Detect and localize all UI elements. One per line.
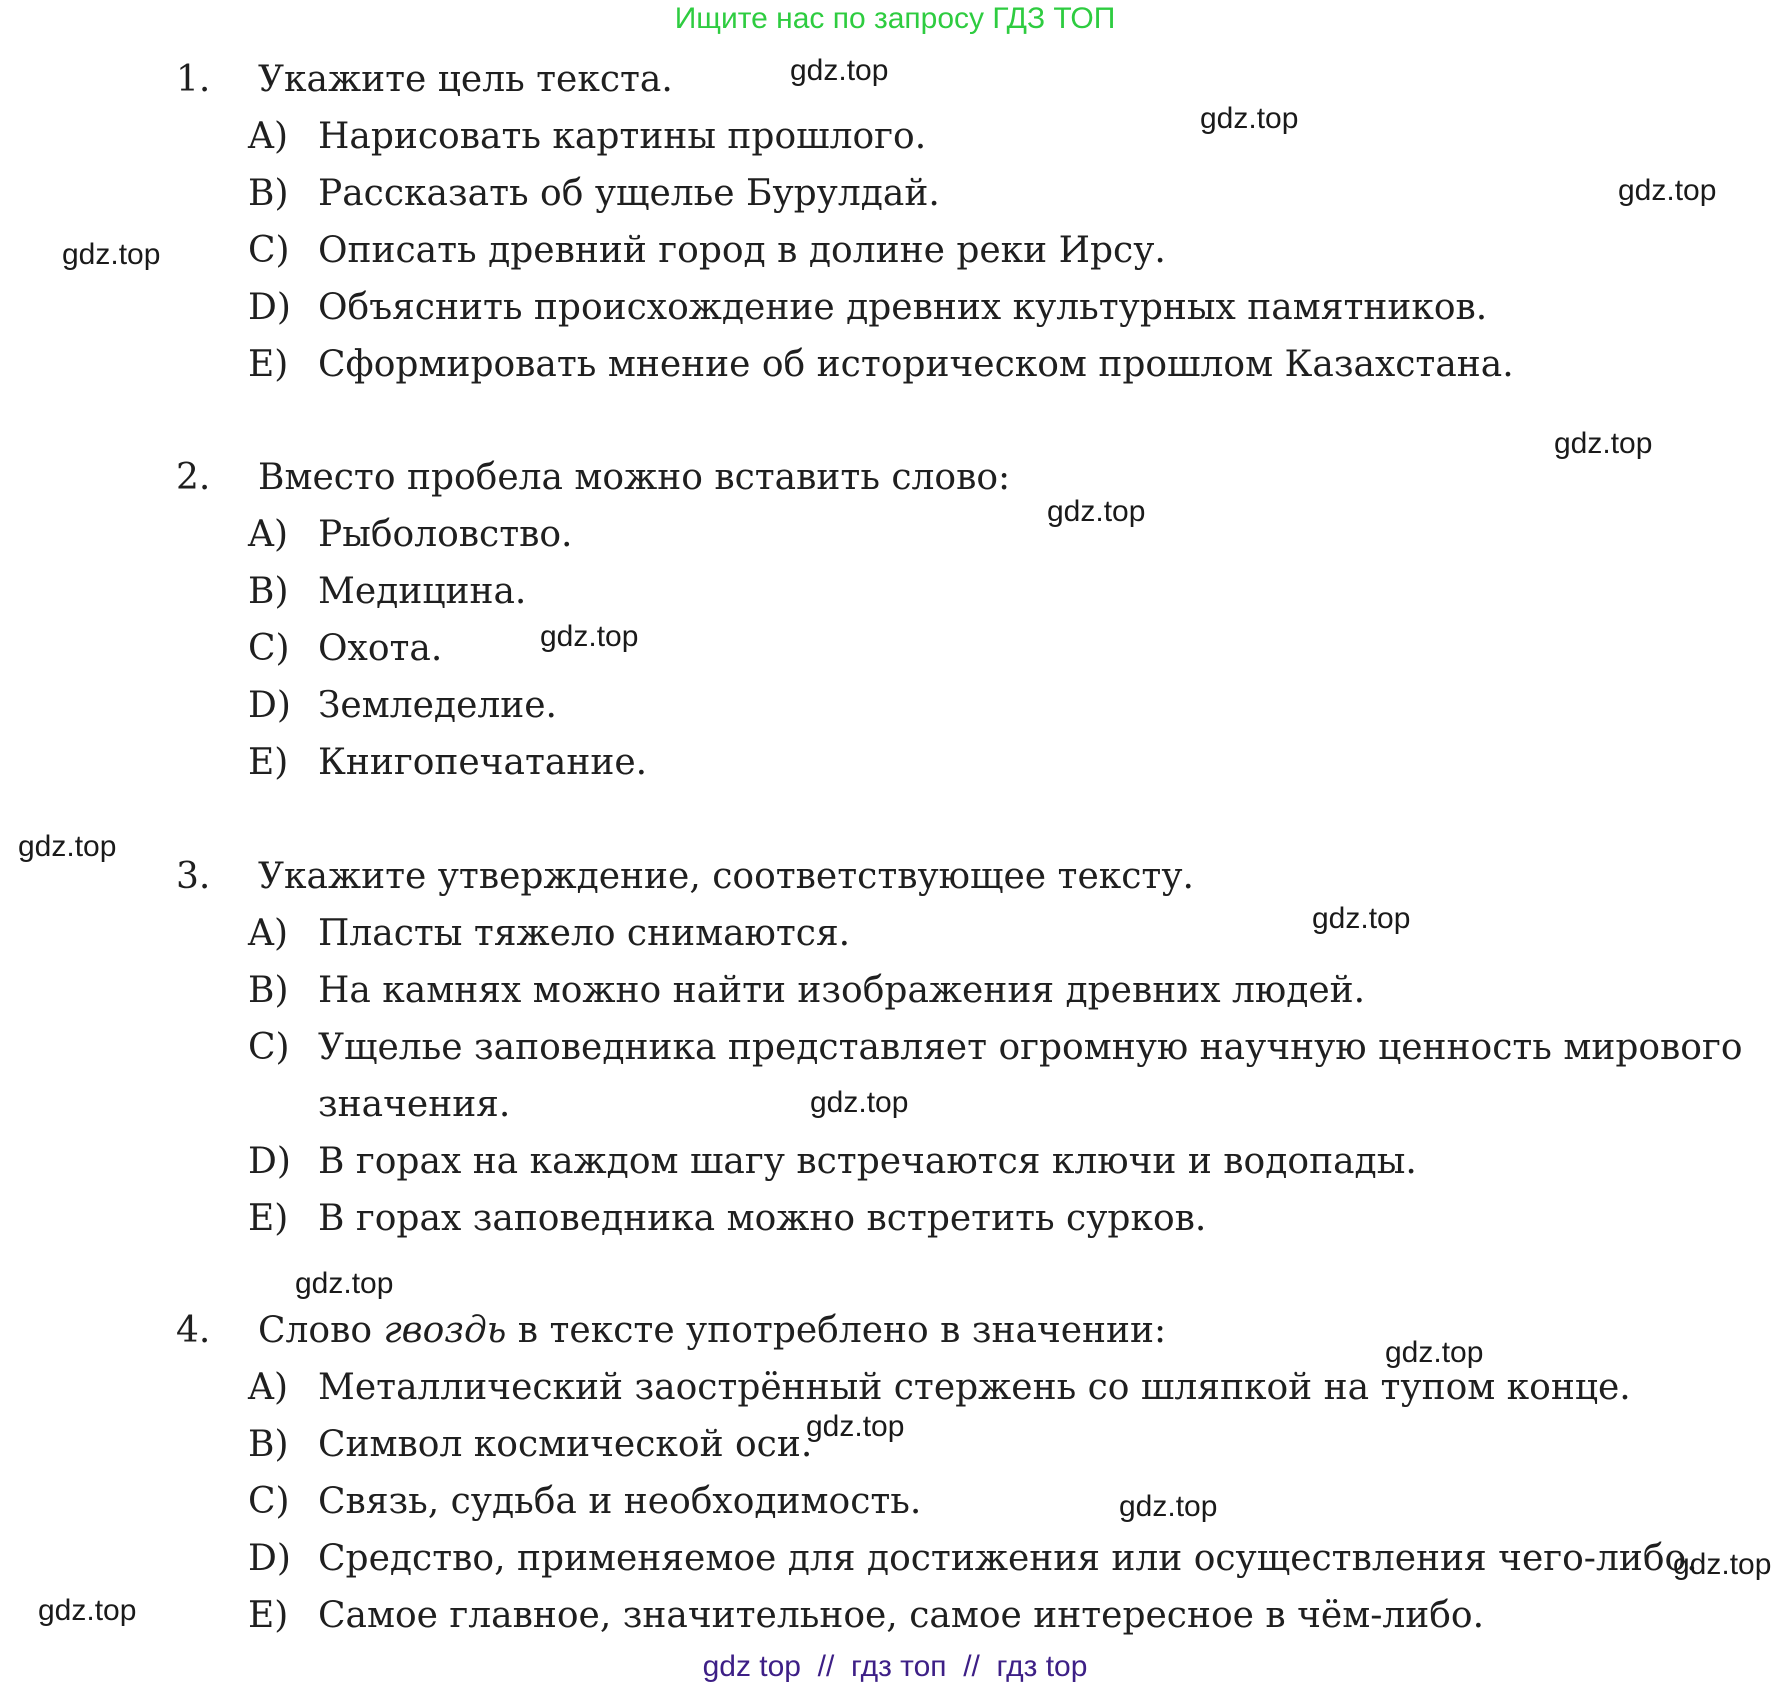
question-text: Укажите утверждение, соответствующее тексту. — [258, 856, 1194, 897]
question-number: 1. — [176, 59, 211, 100]
option-text: В горах заповедника можно встретить сурков. — [318, 1198, 1207, 1239]
option-letter: A) — [248, 913, 289, 954]
option-text: Связь, судьба и необходимость. — [318, 1481, 922, 1522]
option-text: Металлический заострённый стержень со шляпкой на тупом конце. — [318, 1367, 1631, 1408]
watermark: gdz.top — [295, 1267, 394, 1300]
option-letter: C) — [248, 628, 290, 669]
question-text: Вместо пробела можно вставить слово: — [258, 457, 1011, 498]
option-letter: A) — [248, 1367, 289, 1408]
question-italic-word: гвоздь — [383, 1310, 507, 1351]
option-letter: C) — [248, 1481, 290, 1522]
option-text: Земледелие. — [318, 685, 557, 726]
watermark: gdz.top — [1385, 1336, 1484, 1369]
watermark: gdz.top — [1554, 427, 1653, 460]
footer-caption: gdz top // гдз топ // гдз top — [702, 1650, 1088, 1683]
option-text: Рассказать об ущелье Бурулдай. — [318, 173, 940, 214]
watermark: gdz.top — [1200, 102, 1299, 135]
option-letter: B) — [248, 571, 289, 612]
option-text: Пласты тяжело снимаются. — [318, 913, 851, 954]
option-letter: E) — [248, 742, 289, 783]
question-3 — [176, 855, 1194, 899]
watermark: gdz.top — [790, 54, 889, 87]
watermark: gdz.top — [810, 1086, 909, 1119]
question-2 — [176, 456, 1010, 500]
option-text: Медицина. — [318, 571, 527, 612]
option-letter: B) — [248, 173, 289, 214]
watermark: gdz.top — [1673, 1548, 1772, 1581]
question-number: 2. — [176, 457, 211, 498]
question-4 — [176, 1309, 1166, 1353]
question-1 — [176, 58, 673, 102]
watermark: gdz.top — [62, 238, 161, 271]
watermark: gdz.top — [1618, 174, 1717, 207]
watermark: gdz.top — [806, 1410, 905, 1443]
watermark: gdz.top — [38, 1594, 137, 1627]
option-letter: A) — [248, 514, 289, 555]
option-letter: D) — [248, 287, 291, 328]
watermark: gdz.top — [1047, 495, 1146, 528]
option-letter: C) — [248, 1027, 290, 1068]
option-text: Описать древний город в долине реки Ирсу. — [318, 230, 1166, 271]
option-letter: E) — [248, 1595, 289, 1636]
option-text: В горах на каждом шагу встречаются ключи и водопады. — [318, 1141, 1417, 1182]
option-text: Ущелье заповедника представляет огромную научную ценность мирового — [318, 1027, 1743, 1068]
option-letter: D) — [248, 1141, 291, 1182]
question-text-after: в тексте употреблено в значении: — [506, 1310, 1167, 1351]
option-text: Книгопечатание. — [318, 742, 648, 783]
question-text: Укажите цель текста. — [258, 59, 673, 100]
watermark: gdz.top — [1312, 902, 1411, 935]
question-number: 3. — [176, 856, 211, 897]
option-letter: E) — [248, 1198, 289, 1239]
option-text: Охота. — [318, 628, 443, 669]
option-text: Рыболовство. — [318, 514, 573, 555]
question-number: 4. — [176, 1310, 211, 1351]
watermark: gdz.top — [1119, 1490, 1218, 1523]
option-text: Средство, применяемое для достижения или осуществления чего-либо. — [318, 1538, 1698, 1579]
option-text: На камнях можно найти изображения древних людей. — [318, 970, 1366, 1011]
watermark: gdz.top — [540, 620, 639, 653]
option-letter: D) — [248, 685, 291, 726]
option-text: Сформировать мнение об историческом прошлом Казахстана. — [318, 344, 1514, 385]
option-letter: B) — [248, 1424, 289, 1465]
option-letter: A) — [248, 116, 289, 157]
option-letter: B) — [248, 970, 289, 1011]
option-text: Нарисовать картины прошлого. — [318, 116, 927, 157]
option-3c-continuation: значения. — [318, 1084, 511, 1125]
option-text: Символ космической оси. — [318, 1424, 813, 1465]
option-letter: C) — [248, 230, 290, 271]
option-text: Объяснить происхождение древних культурных памятников. — [318, 287, 1488, 328]
watermark: gdz.top — [18, 830, 117, 863]
question-text-before: Слово — [258, 1310, 384, 1351]
search-banner: Ищите нас по запросу ГДЗ ТОП — [674, 2, 1116, 35]
option-text: Самое главное, значительное, самое интересное в чём-либо. — [318, 1595, 1485, 1636]
option-letter: D) — [248, 1538, 291, 1579]
option-letter: E) — [248, 344, 289, 385]
